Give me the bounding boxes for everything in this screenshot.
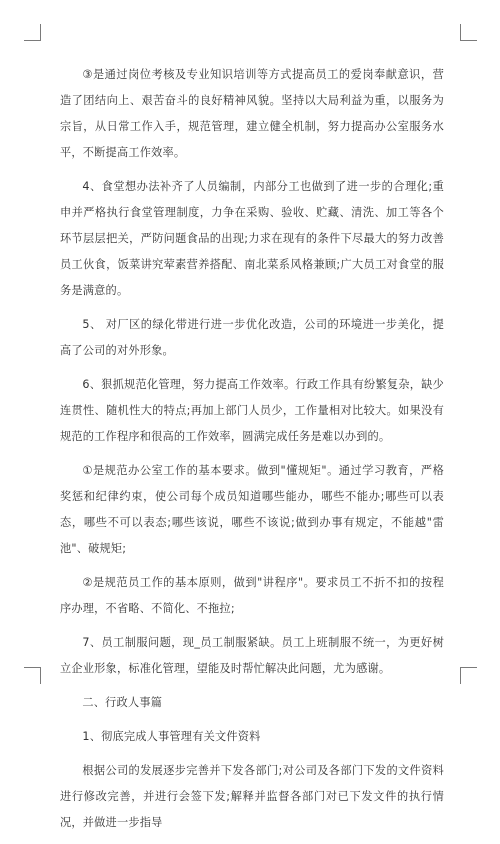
- paragraph-item-1-rules: ①是规范办公室工作的基本要求。做到"懂规矩"。通过学习教育，严格奖惩和纪律约束，使公司每个成员知道哪些能办，哪些不能办;哪些可以表态，哪些不可以表态;哪些该说，哪些不该说;做到办事有规定，不能越"雷池"、破规矩;: [60, 464, 444, 555]
- paragraph-uniforms: 7、员工制服问题，现_员工制服紧缺。员工上班制服不统一，为更好树立企业形象，标准化管理，望能及时帮忙解决此问题，尤为感谢。: [60, 636, 444, 675]
- paragraph-standardized-management: 6、狠抓规范化管理，努力提高工作效率。行政工作具有纷繁复杂，缺少连贯性、随机性大的特点;再加上部门人员少，工作量相对比较大。如果没有规范的工作程序和很高的工作效率，圆满完成任务是难以办到的。: [60, 378, 444, 443]
- crop-mark-top-left: [24, 24, 41, 41]
- paragraph-canteen: 4、食堂想办法补齐了人员编制，内部分工也做到了进一步的合理化;重申并严格执行食堂管理制度，力争在采购、验收、贮藏、清洗、加工等各个环节层层把关，严防问题食品的出现;力求在现有的条件下尽最大的努力改善员工伙食，饭菜讲究荤素营养搭配、南北菜系风格兼顾;广大员工对食堂的服务是满意的。: [60, 180, 444, 297]
- section-heading-hr: 二、行政人事篇: [82, 696, 163, 709]
- subheading-hr-documents: 1、彻底完成人事管理有关文件资料: [82, 730, 261, 743]
- paragraph-item-2-procedure: ②是规范员工作的基本原则，做到"讲程序"。要求员工不折不扣的按程序办理，不省略、不简化、不拖拉;: [60, 576, 444, 615]
- crop-mark-bottom-right: [460, 667, 477, 684]
- crop-mark-bottom-left: [24, 667, 41, 684]
- crop-mark-top-right: [460, 24, 477, 41]
- paragraph-document-revision: 根据公司的发展逐步完善并下发各部门;对公司及各部门下发的文件资料进行修改完善，并进行会签下发;解释并监督各部门对已下发文件的执行情况，并做进一步指导: [60, 764, 444, 829]
- document-body: [60, 62, 444, 844]
- paragraph-item-3-morale: ③是通过岗位考核及专业知识培训等方式提高员工的爱岗奉献意识，营造了团结向上、艰苦奋斗的良好精神风貌。坚持以大局利益为重，以服务为宗旨，从日常工作入手，规范管理，建立健全机制，努力提高办公室服务水平，不断提高工作效率。: [60, 68, 444, 159]
- paragraph-greening: 5、 对厂区的绿化带进行进一步优化改造，公司的环境进一步美化，提高了公司的对外形象。: [60, 318, 444, 357]
